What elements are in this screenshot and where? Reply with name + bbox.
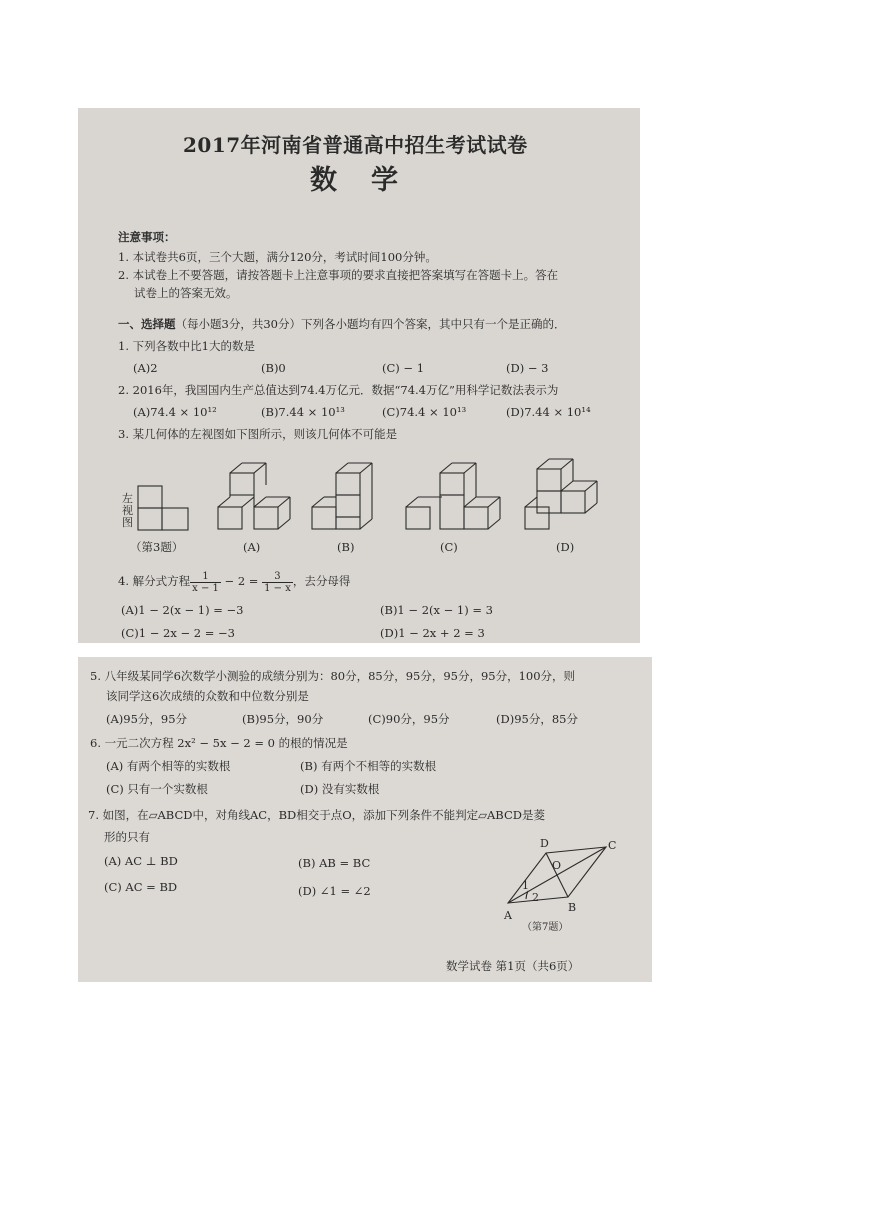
q4-stem-suffix: ，去分母得 bbox=[292, 574, 351, 588]
q1-option-c: (C) − 1 bbox=[382, 361, 425, 375]
q3-option-c: (C) bbox=[440, 540, 458, 554]
q7-option-b: (B) AB = BC bbox=[298, 856, 371, 870]
q1-option-d: (D) − 3 bbox=[506, 361, 549, 375]
q7-point-d: D bbox=[540, 837, 549, 850]
q3-solid-c-figure bbox=[402, 460, 514, 538]
q3-solid-a-figure bbox=[213, 460, 303, 538]
q7-figure-label: （第7题） bbox=[522, 922, 569, 933]
q2-option-d: (D)7.44 × 10¹⁴ bbox=[506, 405, 591, 419]
q7-option-c: (C) AC = BD bbox=[104, 880, 178, 894]
q2-option-b: (B)7.44 × 10¹³ bbox=[261, 405, 345, 419]
exam-photo-page-top bbox=[78, 108, 640, 643]
q6-option-d: (D) 没有实数根 bbox=[300, 782, 380, 796]
q4-fraction-2-numerator: 3 bbox=[262, 571, 293, 583]
q3-solid-d-figure bbox=[520, 456, 610, 538]
page-footer: 数学试卷 第1页（共6页） bbox=[446, 959, 580, 973]
q5-option-c: (C)90分，95分 bbox=[368, 712, 450, 726]
q5-option-d: (D)95分，85分 bbox=[496, 712, 578, 726]
q3-side-view-label: 左视图 bbox=[122, 492, 133, 529]
exam-title: 2017年河南省普通高中招生考试试卷 bbox=[183, 133, 528, 157]
q3-figure-label: （第3题） bbox=[130, 540, 184, 554]
q6-option-c: (C) 只有一个实数根 bbox=[106, 782, 208, 796]
q4-stem-prefix: 4. 解分式方程 bbox=[118, 574, 191, 588]
notice-heading: 注意事项： bbox=[118, 230, 176, 244]
q4-fraction-2 bbox=[262, 571, 293, 594]
q7-point-b: B bbox=[568, 901, 577, 914]
q5-option-b: (B)95分，90分 bbox=[242, 712, 324, 726]
q1-option-b: (B)0 bbox=[261, 361, 286, 375]
q4-fraction-1 bbox=[190, 571, 221, 594]
notice-2a: 2. 本试卷上不要答题，请按答题卡上注意事项的要求直接把答案填写在答题卡上。答在 bbox=[118, 268, 559, 282]
exam-photo-page-bottom bbox=[78, 657, 652, 982]
q4-option-a: (A)1 − 2(x − 1) = −3 bbox=[121, 603, 244, 617]
q7-point-c: C bbox=[608, 839, 617, 852]
q7-stem-line-1: 7. 如图，在▱ABCD中，对角线AC，BD相交于点O，添加下列条件不能判定▱ABCD是菱 bbox=[88, 808, 545, 822]
q7-parallelogram-figure bbox=[496, 829, 616, 929]
q5-option-a: (A)95分，95分 bbox=[106, 712, 188, 726]
q7-point-a: A bbox=[504, 909, 512, 922]
q1-option-a: (A)2 bbox=[133, 361, 158, 375]
q4-option-c: (C)1 − 2x − 2 = −3 bbox=[121, 626, 236, 640]
q6-stem: 6. 一元二次方程 2x² − 5x − 2 = 0 的根的情况是 bbox=[90, 736, 348, 750]
section-1-instructions: （每小题3分，共30分）下列各小题均有四个答案，其中只有一个是正确的． bbox=[175, 317, 566, 331]
q2-option-c: (C)74.4 × 10¹³ bbox=[382, 405, 467, 419]
q4-fraction-1-numerator: 1 bbox=[190, 571, 221, 583]
q3-stem: 3. 某几何体的左视图如下图所示，则该几何体不可能是 bbox=[118, 427, 398, 441]
q5-stem-line-1: 5. 八年级某同学6次数学小测验的成绩分别为：80分，85分，95分，95分，95分，100分，则 bbox=[90, 669, 576, 683]
q7-angle-1-label: 1 bbox=[522, 879, 529, 892]
q4-option-d: (D)1 − 2x + 2 = 3 bbox=[380, 626, 485, 640]
q6-option-a: (A) 有两个相等的实数根 bbox=[106, 759, 231, 773]
q4-option-b: (B)1 − 2(x − 1) = 3 bbox=[380, 603, 493, 617]
section-1-label: 一、选择题 bbox=[118, 317, 176, 331]
q2-stem: 2. 2016年，我国国内生产总值达到74.4万亿元．数据“74.4万亿”用科学记数法表示为 bbox=[118, 383, 559, 397]
q4-fraction-1-denominator: x − 1 bbox=[192, 582, 219, 594]
q4-fraction-2-denominator: 1 − x bbox=[264, 582, 291, 594]
q7-stem-line-2: 形的只有 bbox=[104, 830, 150, 844]
notice-2b: 试卷上的答案无效。 bbox=[134, 286, 238, 300]
q4-stem-middle: − 2 = bbox=[220, 574, 263, 588]
q3-option-b: (B) bbox=[337, 540, 355, 554]
exam-subject: 数学 bbox=[310, 165, 432, 196]
notice-1: 1. 本试卷共6页，三个大题，满分120分，考试时间100分钟。 bbox=[118, 250, 437, 264]
q3-solid-b-figure bbox=[308, 460, 388, 538]
q7-angle-2-label: 2 bbox=[532, 891, 539, 904]
q3-side-view-figure bbox=[136, 484, 198, 532]
q2-option-a: (A)74.4 × 10¹² bbox=[133, 405, 217, 419]
q5-stem-line-2: 该同学这6次成绩的众数和中位数分别是 bbox=[106, 689, 309, 703]
q7-point-o: O bbox=[552, 859, 562, 872]
q4-stem bbox=[118, 567, 350, 595]
q3-option-d: (D) bbox=[556, 540, 575, 554]
q7-option-d: (D) ∠1 = ∠2 bbox=[298, 884, 371, 898]
section-1-heading bbox=[118, 317, 565, 331]
q3-option-a: (A) bbox=[243, 540, 261, 554]
q1-stem: 1. 下列各数中比1大的数是 bbox=[118, 339, 255, 353]
q6-option-b: (B) 有两个不相等的实数根 bbox=[300, 759, 437, 773]
q7-option-a: (A) AC ⊥ BD bbox=[104, 854, 178, 868]
